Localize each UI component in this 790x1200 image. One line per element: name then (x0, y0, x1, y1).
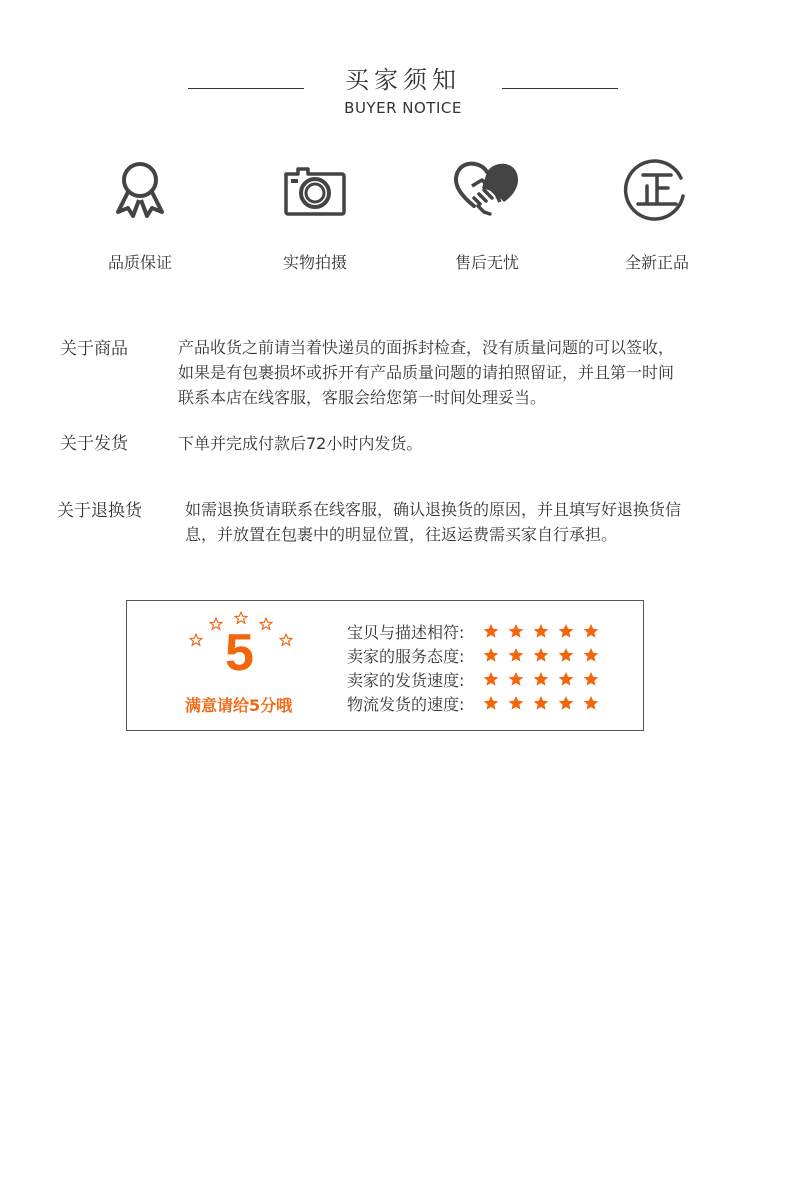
rating-row (347, 643, 599, 667)
star-group (483, 671, 599, 687)
filled-star-icon (583, 695, 599, 711)
rating-label: 卖家的发货速度: (347, 670, 465, 690)
text-line: 如需退换货请联系在线客服，确认退换货的原因，并且填写好退换货信 (185, 500, 682, 519)
filled-star-icon (533, 623, 549, 639)
text-line: 联系本店在线客服，客服会给您第一时间处理妥当。 (178, 388, 547, 407)
rating-row (347, 667, 599, 691)
star-group (483, 695, 599, 711)
filled-star-icon (533, 671, 549, 687)
section-text-shipping (178, 431, 422, 456)
feature-quality (70, 150, 210, 280)
genuine-seal-icon (623, 156, 691, 224)
feature-label: 全新正品 (624, 253, 689, 272)
rating-row (347, 691, 599, 715)
heart-handshake-icon (452, 158, 522, 222)
filled-star-icon (558, 671, 574, 687)
filled-star-icon (483, 695, 499, 711)
score-number: 5 (225, 624, 254, 682)
rating-row (347, 619, 599, 643)
rating-cta: 满意请给5分哦 (185, 696, 293, 715)
feature-label: 品质保证 (107, 253, 172, 272)
filled-star-icon (508, 671, 524, 687)
text-line: 产品收货之前请当着快递员的面拆封检查，没有质量问题的可以签收， (178, 338, 675, 357)
filled-star-icon (483, 623, 499, 639)
filled-star-icon (558, 647, 574, 663)
text-line: 下单并完成付款后72小时内发货。 (178, 434, 423, 453)
filled-star-icon (583, 671, 599, 687)
feature-real-photo (245, 150, 385, 280)
page-title: 买家须知 (345, 66, 461, 94)
filled-star-icon (533, 647, 549, 663)
filled-star-icon (483, 671, 499, 687)
filled-star-icon (483, 647, 499, 663)
rating-panel (126, 600, 644, 731)
rating-label: 物流发货的速度: (347, 694, 465, 714)
filled-star-icon (558, 695, 574, 711)
rating-label: 宝贝与描述相符: (347, 622, 465, 642)
filled-star-icon (508, 623, 524, 639)
filled-star-icon (508, 695, 524, 711)
filled-star-icon (583, 647, 599, 663)
section-label-shipping: 关于发货 (60, 434, 128, 454)
outline-star-icon (279, 633, 293, 647)
filled-star-icon (508, 647, 524, 663)
filled-star-icon (583, 623, 599, 639)
outline-star-icon (259, 617, 273, 631)
outline-star-icon (189, 633, 203, 647)
section-label-product: 关于商品 (60, 339, 128, 359)
feature-after-sales (417, 150, 557, 280)
feature-label: 售后无忧 (454, 253, 519, 272)
feature-genuine (587, 150, 727, 280)
page-subtitle: BUYER NOTICE (344, 99, 462, 117)
section-text-returns (185, 497, 681, 547)
rating-label: 卖家的服务态度: (347, 646, 465, 666)
section-text-product (178, 335, 674, 410)
filled-star-icon (558, 623, 574, 639)
text-line: 如果是有包裹损坏或拆开有产品质量问题的请拍照留证，并且第一时间 (178, 363, 675, 382)
star-group (483, 623, 599, 639)
feature-label: 实物拍摄 (282, 253, 347, 272)
award-ribbon-icon (110, 158, 170, 222)
camera-icon (282, 162, 348, 218)
star-group (483, 647, 599, 663)
section-label-returns: 关于退换货 (57, 501, 142, 521)
text-line: 息，并放置在包裹中的明显位置，往返运费需买家自行承担。 (185, 525, 618, 544)
filled-star-icon (533, 695, 549, 711)
outline-star-icon (209, 617, 223, 631)
